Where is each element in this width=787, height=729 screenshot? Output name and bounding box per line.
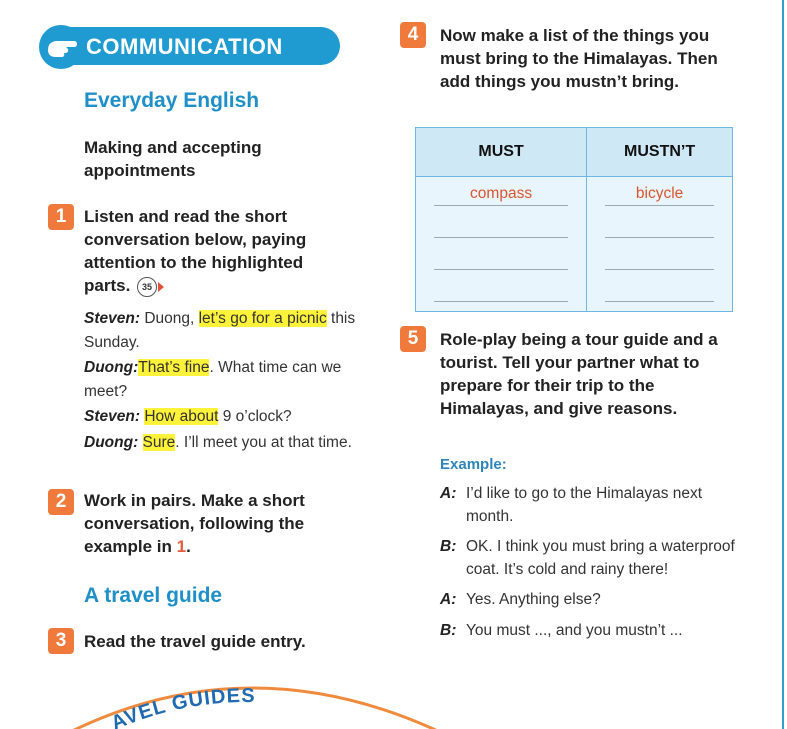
task-number-4: 4 — [400, 22, 426, 48]
speaker: Duong: — [84, 359, 139, 376]
badge-text: AVEL GUIDES — [108, 684, 256, 729]
answer-line[interactable] — [605, 217, 714, 238]
example-label: Example: — [440, 456, 507, 473]
example-line — [440, 483, 750, 528]
audio-play-icon — [158, 282, 164, 292]
task-4-text: Now make a list of the things you must bring to the Himalayas. Then add things you mustn’t bring. — [440, 26, 718, 91]
task-2-instruction — [84, 489, 349, 558]
example-text: OK. I think you must bring a waterproof coat. It’s cold and rainy there! — [466, 538, 735, 578]
speaker: Steven: — [84, 310, 140, 327]
pointing-hand-icon — [38, 24, 84, 70]
speaker: Duong: — [84, 433, 139, 451]
example-text: Yes. Anything else? — [466, 591, 601, 608]
task-reference: 1 — [176, 537, 187, 556]
example-line — [440, 620, 750, 643]
travel-guides-badge — [60, 662, 460, 729]
answer-line[interactable]: bicycle — [605, 185, 714, 206]
task-number-2: 2 — [48, 489, 74, 515]
banner-title: COMMUNICATION — [86, 34, 283, 59]
answer-line[interactable] — [434, 217, 568, 238]
answer-line[interactable] — [605, 281, 714, 302]
appointments-subheading: Making and accepting appointments — [84, 138, 262, 180]
everyday-english-heading: Everyday English — [84, 89, 260, 112]
speaker: B: — [440, 538, 457, 555]
communication-banner — [38, 24, 340, 70]
highlighted-phrase: Sure — [142, 433, 176, 451]
speaker: A: — [440, 591, 457, 608]
highlighted-phrase: That’s fine — [138, 359, 210, 376]
dialogue-line — [84, 356, 359, 403]
dialogue-line — [84, 405, 359, 429]
task-number-3: 3 — [48, 628, 74, 654]
column-header-must: MUST — [416, 128, 587, 177]
task-2-end: . — [186, 537, 191, 556]
task-number-1: 1 — [48, 204, 74, 230]
task-3-text: Read the travel guide entry. — [84, 632, 306, 651]
example-line — [440, 589, 750, 612]
line-text-after: . I’ll meet you at that time. — [175, 433, 352, 451]
audio-track-icon[interactable] — [137, 277, 157, 297]
task-1-text: Listen and read the short conversation below, paying attention to the highlighted parts. — [84, 207, 307, 295]
answer-line[interactable] — [434, 281, 568, 302]
dialogue-line — [84, 307, 359, 354]
svg-text:AVEL GUIDES — [108, 685, 255, 729]
speaker: A: — [440, 485, 457, 502]
example-text: I’d like to go to the Himalayas next month. — [466, 485, 703, 525]
page-edge-divider — [782, 0, 784, 729]
highlighted-phrase: How about — [144, 408, 219, 425]
dialogue-line — [84, 431, 359, 455]
line-text-after: this Sunday. — [84, 310, 356, 351]
role-play-example — [440, 483, 750, 642]
audio-track-number: 35 — [142, 281, 153, 292]
line-text-after: . What time can we meet? — [84, 359, 342, 400]
travel-guide-heading: A travel guide — [84, 584, 223, 607]
task-1-instruction — [84, 205, 354, 297]
speaker: B: — [440, 621, 457, 639]
answer-line[interactable] — [434, 249, 568, 270]
must-mustnt-table — [415, 127, 733, 312]
line-text-after: 9 o’clock? — [218, 408, 292, 425]
task-number-5: 5 — [400, 326, 426, 352]
example-line — [440, 536, 750, 581]
column-header-mustnt: MUSTN’T — [587, 128, 733, 177]
answer-line[interactable]: compass — [434, 185, 568, 206]
line-text-before: Duong, — [144, 310, 199, 327]
example-text: You must ..., and you mustn’t ... — [466, 621, 683, 639]
task-2-text: Work in pairs. Make a short conversation, following the example in — [84, 491, 305, 556]
highlighted-phrase: let’s go for a picnic — [198, 310, 327, 327]
speaker: Steven: — [84, 408, 140, 425]
dialogue — [84, 307, 359, 454]
answer-line[interactable] — [605, 249, 714, 270]
task-5-text: Role-play being a tour guide and a tourist. Tell your partner what to prepare for their trip to the Himalayas, and give reasons. — [440, 330, 718, 418]
